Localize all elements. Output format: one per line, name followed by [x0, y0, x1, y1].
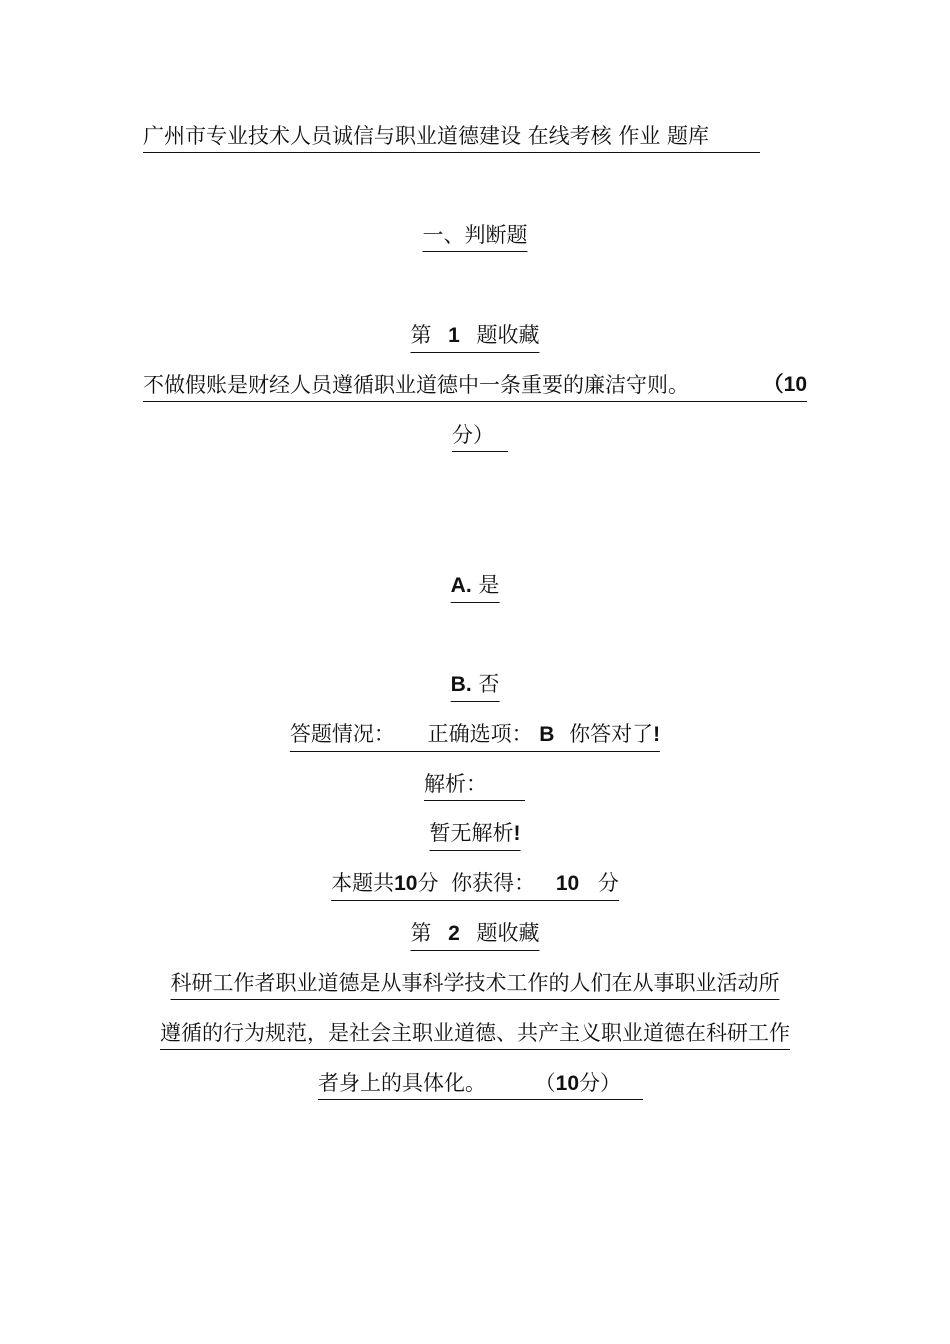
question-2-stem-2: 遵循的行为规范，是社会主职业道德、共产主义职业道德在科研工作 [160, 1021, 790, 1045]
correct-option-label: 正确选项： [427, 722, 533, 746]
score-total-prefix: 本题共 [331, 871, 395, 895]
option-b[interactable] [451, 671, 500, 702]
document-title-text: 广州市专业技术人员诚信与职业道德建设 在线考核 作业 题库 [143, 124, 710, 148]
correct-option-value: B [539, 723, 555, 746]
question-2-prefix: 第 [410, 921, 432, 945]
option-a-letter: A. [450, 574, 472, 597]
question-1-text-line-2 [452, 422, 508, 452]
question-2-text-line-1 [171, 970, 780, 1000]
answer-result [290, 721, 660, 752]
answer-result-label: 答题情况： [289, 722, 395, 746]
analysis-label [424, 771, 525, 801]
question-2-stem-3: 者身上的具体化。 [318, 1071, 486, 1095]
score-got-unit: 分 [597, 871, 619, 895]
score-got-label: 你获得： [451, 871, 536, 895]
document-title [143, 123, 760, 153]
score-total-unit: 分 [417, 871, 439, 895]
section-heading-text: 一、判断题 [422, 223, 528, 247]
question-1-stem: 不做假账是财经人员遵循职业道德中一条重要的廉洁守则。 [143, 373, 689, 397]
score-total-value: 10 [394, 872, 418, 895]
question-2-favorite-label[interactable]: 题收藏 [476, 921, 540, 945]
question-1-number: 1 [448, 324, 460, 347]
question-1-text-line-1 [143, 372, 807, 402]
question-2-score-value: 10 [555, 1072, 579, 1095]
section-heading [423, 222, 528, 252]
question-2-stem-1: 科研工作者职业道德是从事科学技术工作的人们在从事职业活动所 [170, 971, 780, 995]
question-1-header [410, 322, 539, 353]
question-2-score [535, 1070, 621, 1097]
score-summary [331, 870, 619, 901]
question-2-number: 2 [448, 922, 460, 945]
question-1-favorite-label[interactable]: 题收藏 [476, 323, 540, 347]
option-b-text: 否 [478, 672, 500, 696]
question-1-score-open: （10 [762, 373, 807, 396]
question-2-header [410, 920, 539, 951]
analysis-label-text: 解析： [424, 772, 487, 796]
option-a-text: 是 [478, 573, 500, 597]
option-b-letter: B. [450, 673, 472, 696]
question-2-score-open: （ [534, 1071, 556, 1095]
question-2-text-line-2 [160, 1020, 790, 1050]
question-2-score-close: 分） [579, 1071, 621, 1095]
analysis-text [430, 820, 521, 851]
analysis-text-exclaim: ! [513, 822, 521, 845]
question-2-text-line-3 [318, 1070, 643, 1100]
answer-result-exclaim: ! [653, 723, 661, 746]
option-a[interactable] [451, 572, 500, 603]
question-1-score-close: 分） [452, 423, 494, 447]
answer-result-message: 你答对了 [569, 722, 654, 746]
score-got-value: 10 [555, 872, 580, 895]
question-1-prefix: 第 [410, 323, 432, 347]
analysis-text-content: 暂无解析 [429, 821, 514, 845]
